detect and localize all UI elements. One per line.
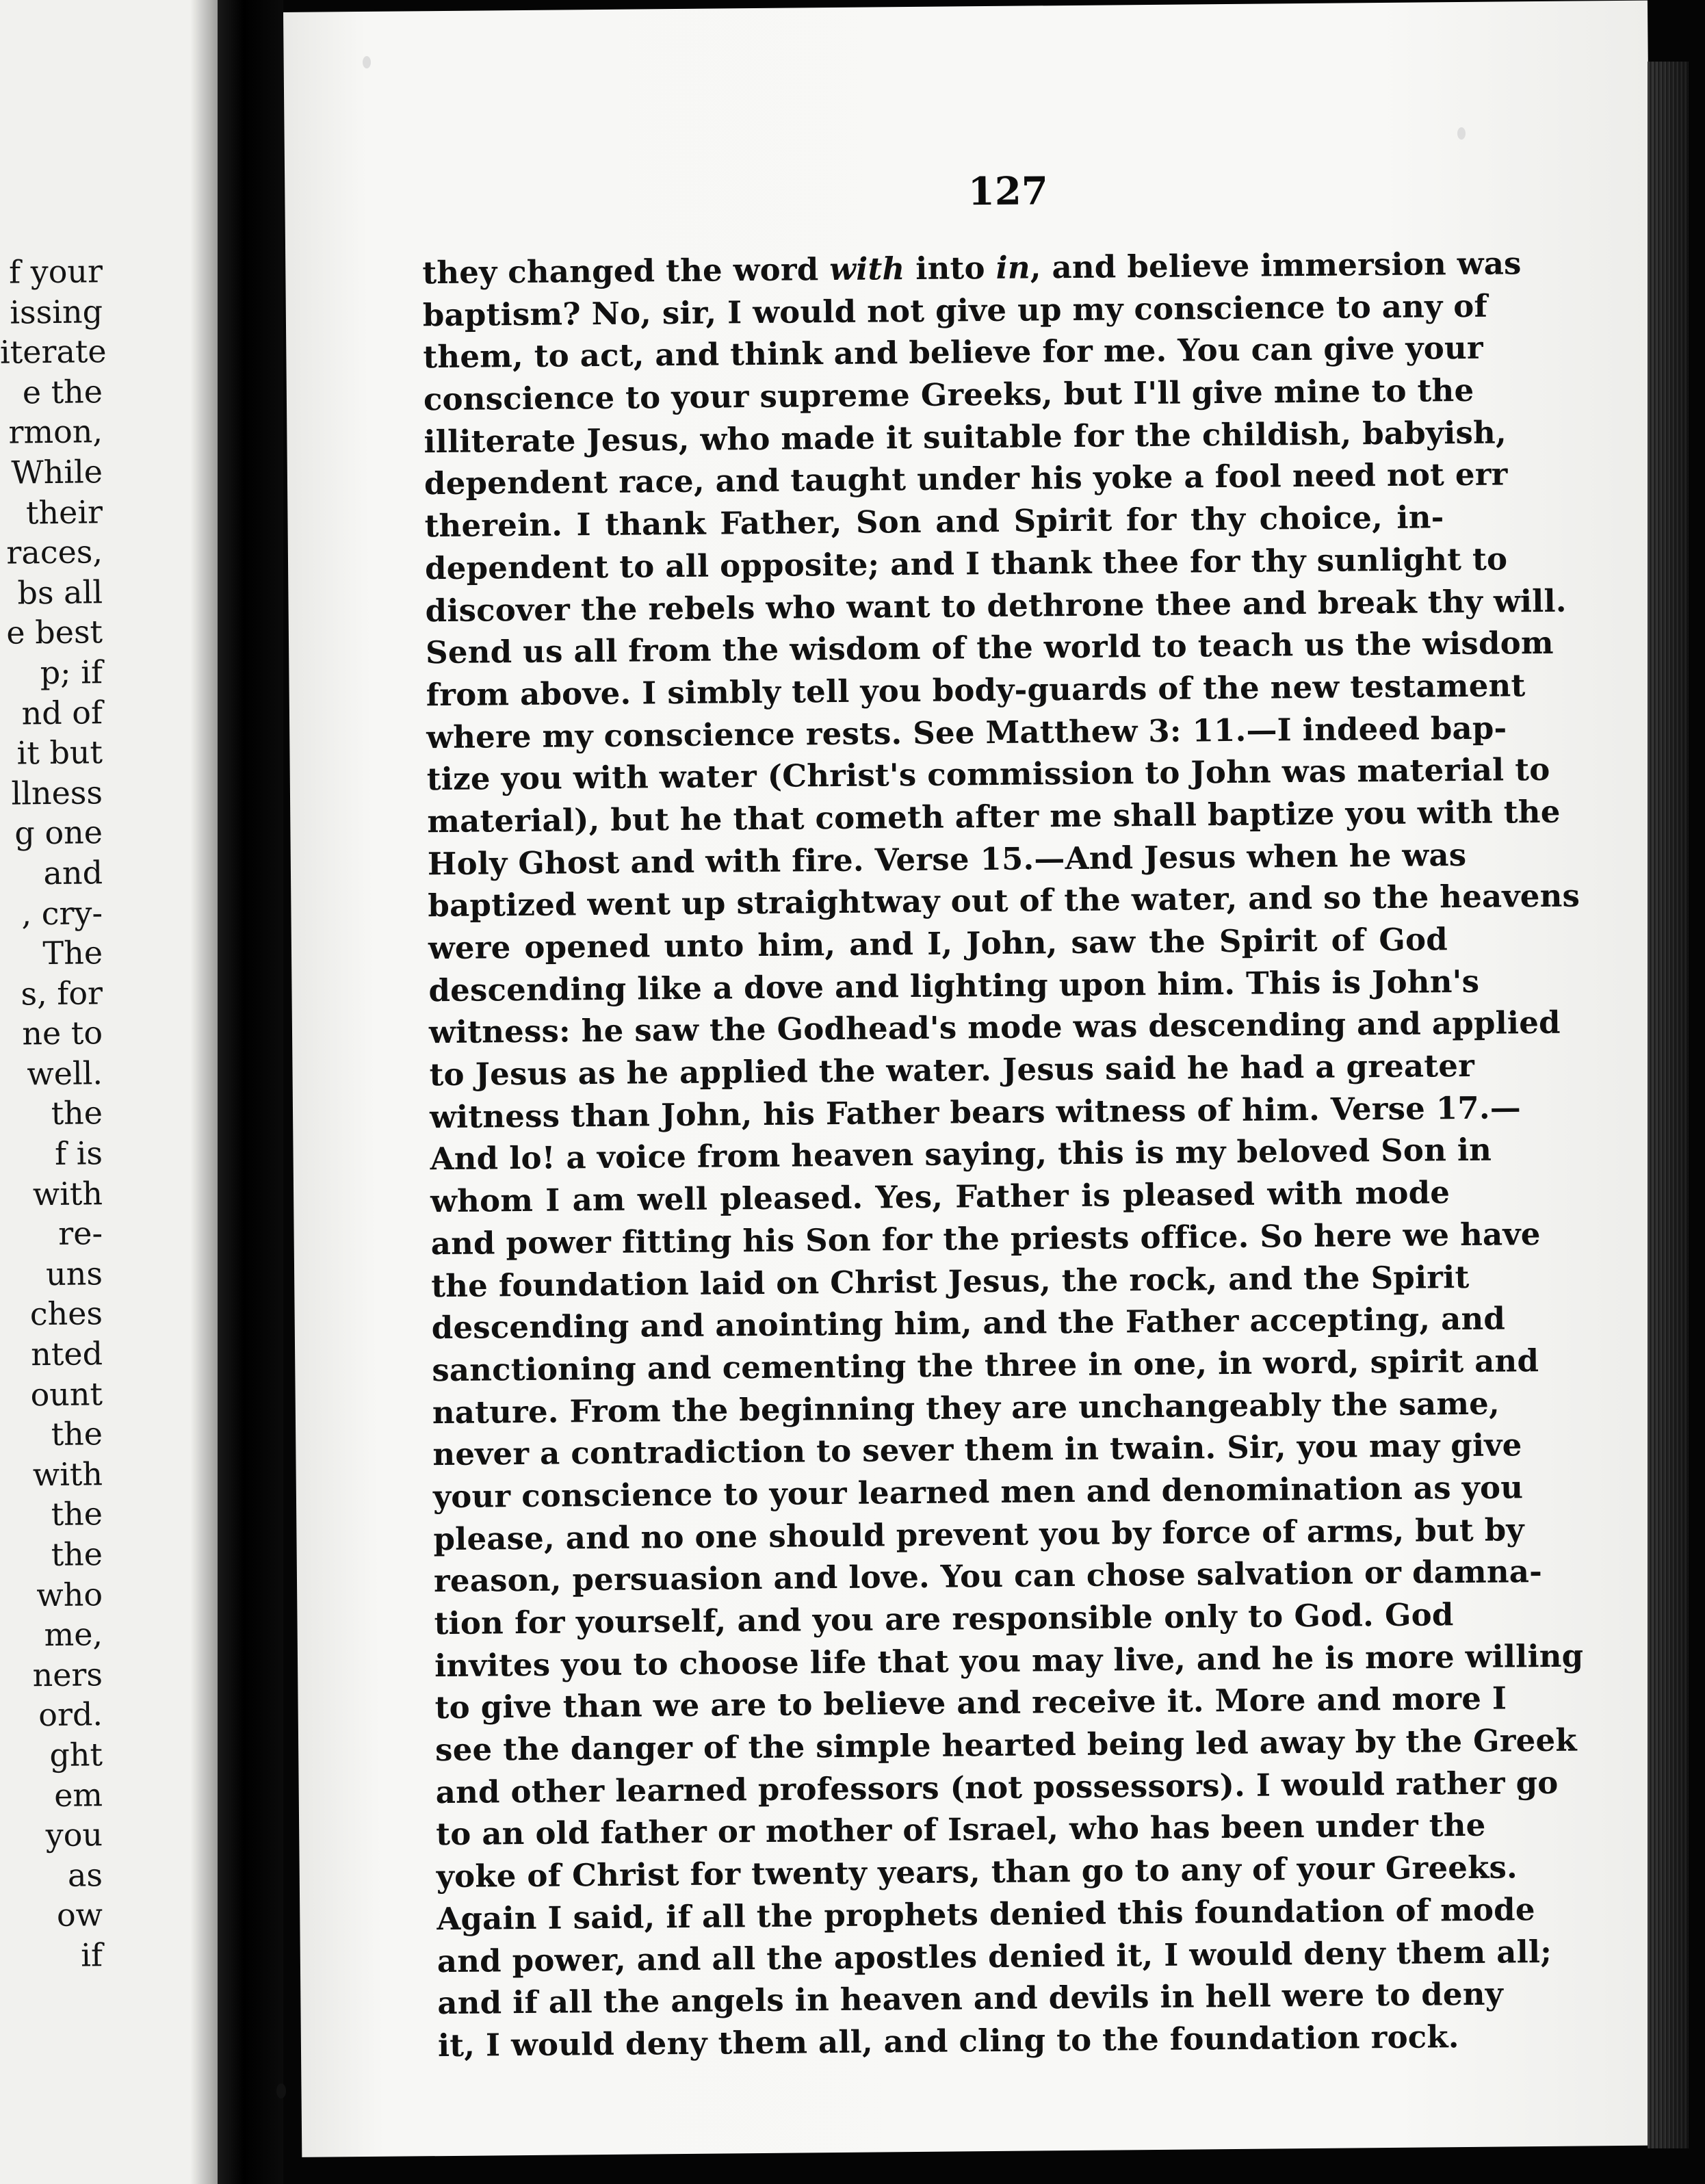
text-line: Send us all from the wisdom of the world to teach us the wisdom: [425, 625, 1554, 671]
left-page-fragment: llness: [11, 773, 103, 812]
text-line: descending and anointing him, and the Father accepting, and: [431, 1300, 1506, 1347]
left-page-fragment: nted: [30, 1335, 103, 1373]
left-page-fragment: iterate: [0, 333, 107, 371]
left-page-fragment: , cry-: [21, 894, 103, 932]
text-line: and power, and all the apostles denied it, I would deny them all;: [437, 1933, 1552, 1979]
text-line: baptized went up straightway out of the water, and so the heavens: [428, 877, 1580, 924]
scan-speck: [1457, 127, 1466, 140]
text-line: dependent race, and taught under his yoke a fool need not err: [424, 456, 1508, 502]
left-page-fragment: ord.: [38, 1695, 103, 1734]
left-page-fragment: ches: [29, 1295, 103, 1333]
text-line: conscience to your supreme Greeks, but I'll give mine to the: [423, 372, 1474, 418]
text-line: tion for yourself, and you are responsible only to God. God: [434, 1596, 1454, 1642]
left-page-fragment: re-: [57, 1214, 103, 1253]
left-page-fragment: rmon,: [8, 413, 103, 452]
left-page-fragment: e best: [6, 613, 103, 652]
text-line: your conscience to your learned men and denomination as you: [432, 1469, 1524, 1516]
left-page-fragment: f is: [54, 1134, 103, 1173]
text-line: where my conscience rests. See Matthew 3: 11.—I indeed bap-: [426, 709, 1507, 755]
left-page-fragment: p; if: [40, 653, 103, 692]
left-page-fragment: issing: [9, 292, 103, 331]
left-page-fragment: ow: [56, 1896, 103, 1934]
left-page-fragment: ount: [30, 1375, 103, 1413]
text-line: it, I would deny them all, and cling to the foundation rock.: [437, 2018, 1459, 2064]
text-line: were opened unto him, and I, John, saw the Spirit of God: [428, 921, 1448, 967]
text-line: to an old father or mother of Israel, who has been under the: [436, 1807, 1486, 1853]
page-edges: [1648, 62, 1689, 2148]
text-line: and other learned professors (not possessors). I would rather go: [435, 1764, 1559, 1810]
text-line: yoke of Christ for twenty years, than go to any of your Greeks.: [436, 1849, 1518, 1895]
text-line: And lo! a voice from heaven saying, this is my beloved Son in: [430, 1132, 1492, 1178]
text-line: discover the rebels who want to dethrone thee and break thy will.: [425, 582, 1567, 629]
body-text: [422, 243, 1584, 2066]
text-line: dependent to all opposite; and I thank thee for thy sunlight to: [424, 541, 1508, 587]
text-line: Again I said, if all the prophets denied this foundation of mode: [437, 1890, 1535, 1937]
text-line: material), but he that cometh after me shall baptize you with the: [427, 793, 1561, 840]
text-line: descending like a dove and lighting upon him. This is John's: [428, 963, 1480, 1009]
left-page-fragment: bs all: [17, 573, 103, 612]
text-line: invites you to choose life that you may live, and he is more willing: [434, 1637, 1584, 1684]
left-page-fragment: their: [25, 493, 103, 531]
left-page-fragment: e the: [22, 372, 103, 411]
text-line: them, to act, and think and believe for me. You can give your: [423, 330, 1484, 376]
left-page-fragment: me,: [44, 1615, 103, 1654]
left-page-fragment: While: [11, 453, 103, 491]
text-line: and power fitting his Son for the priests office. So here we have: [430, 1215, 1541, 1262]
left-page-fragment: if: [80, 1936, 103, 1974]
left-page-fragment: the: [51, 1094, 103, 1132]
text-line: therein. I thank Father, Son and Spirit for thy choice, in-: [424, 499, 1444, 545]
left-page-fragment: s, for: [21, 974, 103, 1013]
text-line: tize you with water (Christ's commission to John was material to: [426, 751, 1550, 798]
left-page-fragment: the: [51, 1495, 103, 1533]
left-page-shadow: [190, 0, 218, 2184]
left-page-fragment: f your: [8, 252, 103, 291]
text-line: to give than we are to believe and receive it. More and more I: [434, 1680, 1507, 1726]
left-page: [0, 0, 218, 2184]
left-page-fragment: you: [45, 1816, 103, 1854]
left-page-fragment: the: [51, 1415, 103, 1453]
left-page-fragment: and: [43, 854, 103, 892]
scan-speck: [363, 56, 371, 68]
page-number: 127: [967, 168, 1049, 215]
text-line: Holy Ghost and with fire. Verse 15.—And Jesus when he was: [427, 836, 1467, 882]
left-page-fragment: the: [51, 1535, 103, 1574]
left-page-fragment: well.: [27, 1054, 103, 1093]
left-page-fragment: as: [67, 1856, 103, 1894]
left-page-fragment: ners: [32, 1655, 103, 1694]
book-gutter: [218, 0, 283, 2184]
left-page-fragment: it but: [16, 733, 103, 772]
left-page-fragment: races,: [6, 533, 103, 571]
text-line: to Jesus as he applied the water. Jesus said he had a greater: [429, 1047, 1475, 1093]
text-line: nature. From the beginning they are unchangeably the same,: [432, 1385, 1500, 1431]
text-line: baptism? No, sir, I would not give up my conscience to any of: [422, 287, 1488, 333]
text-line: reason, persuasion and love. You can chose salvation or damna-: [433, 1553, 1543, 1600]
text-line: illiterate Jesus, who made it suitable for the childish, babyish,: [424, 414, 1507, 460]
left-page-fragment: with: [32, 1455, 103, 1494]
scan-speck: [276, 2083, 286, 2098]
text-line: whom I am well pleased. Yes, Father is pleased with mode: [430, 1174, 1450, 1220]
left-page-fragment: ght: [49, 1736, 103, 1773]
left-page-fragment: The: [42, 934, 103, 972]
text-line: see the danger of the simple hearted being led away by the Greek: [434, 1721, 1577, 1769]
text-line: witness: he saw the Godhead's mode was descending and applied: [428, 1004, 1561, 1051]
left-page-fragment: g one: [14, 814, 103, 852]
text-line: they changed the word with into in, and believe immersion was: [422, 245, 1522, 291]
text-line: from above. I simbly tell you body-guards of the new testament: [426, 667, 1526, 714]
left-page-fragment: ne to: [22, 1014, 103, 1052]
text-line: witness than John, his Father bears witness of him. Verse 17.—: [429, 1089, 1522, 1135]
left-page-fragment: nd of: [21, 693, 103, 731]
left-page-fragment: uns: [45, 1255, 103, 1292]
text-line: and if all the angels in heaven and devils in hell were to deny: [437, 1975, 1504, 2022]
left-page-fragment: who: [36, 1575, 103, 1613]
text-line: the foundation laid on Christ Jesus, the rock, and the Spirit: [431, 1258, 1470, 1304]
left-page-fragment: em: [53, 1776, 103, 1814]
text-line: never a contradiction to sever them in twain. Sir, you may give: [432, 1427, 1522, 1473]
text-line: please, and no one should prevent you by force of arms, but by: [433, 1511, 1524, 1557]
text-line: sanctioning and cementing the three in one, in word, spirit and: [432, 1342, 1539, 1389]
left-page-text-fragments: [0, 252, 107, 1976]
right-page: [283, 1, 1666, 2157]
left-page-fragment: with: [32, 1174, 103, 1212]
